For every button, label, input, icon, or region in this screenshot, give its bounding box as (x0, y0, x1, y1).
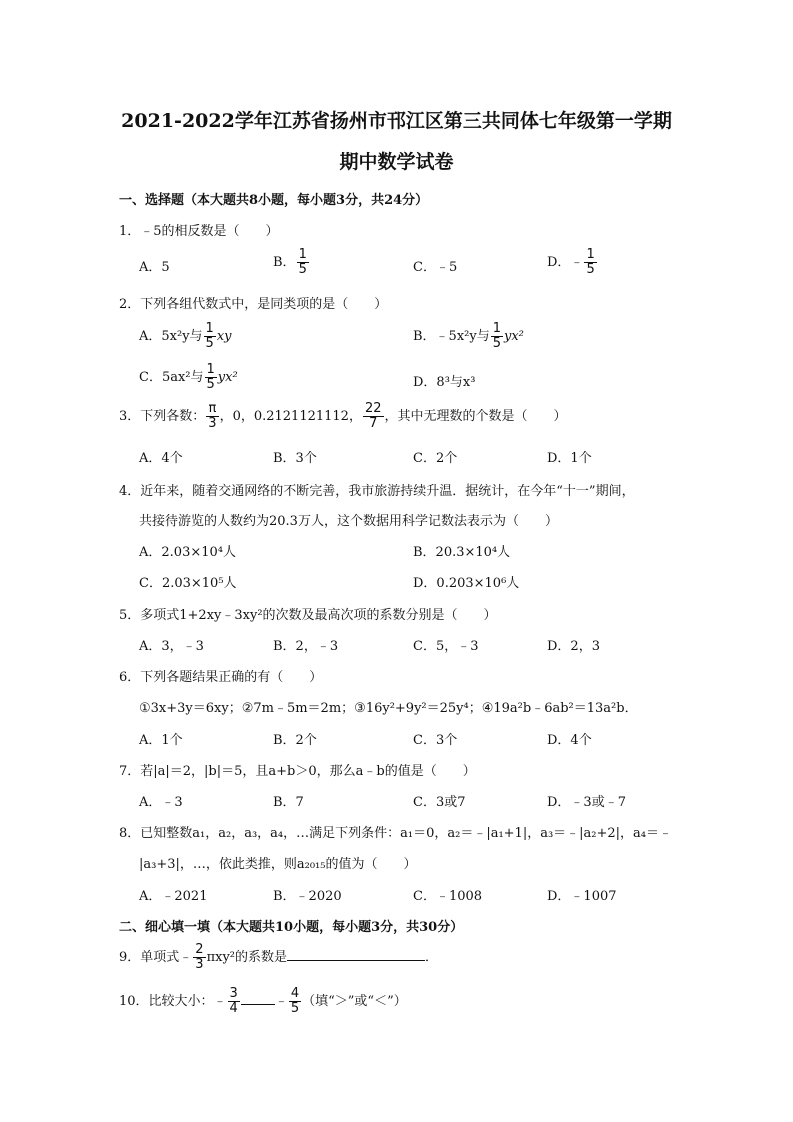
q9-answer-blank[interactable] (287, 948, 425, 961)
q7-option-a: A．﹣3 (139, 795, 183, 810)
q2-option-d: D．8³与x³ (413, 375, 476, 390)
section-2-heading: 二、细心填一填（本大题共10小题，每小题3分，共30分） (119, 920, 464, 935)
q1-option-b: B． $\frac{1}{5}$ (273, 247, 307, 277)
q8-stem-line2: |a₃+3|，…，依此类推，则a₂₀₁₅的值为（ ） (139, 857, 417, 872)
q6-option-d: D．4个 (547, 733, 592, 748)
q3-option-c: C．2个 (413, 451, 458, 466)
q4-stem-line2: 共接待游览的人数约为20.3万人，这个数据用科学记数法表示为（ ） (139, 514, 558, 529)
q8-option-b: B．﹣2020 (273, 889, 342, 904)
q6-option-b: B．2个 (273, 733, 317, 748)
exam-title-line2: 期中数学试卷 (339, 151, 454, 173)
q8-option-c: C．﹣1008 (413, 889, 483, 904)
section-1-heading: 一、选择题（本大题共8小题，每小题3分，共24分） (119, 193, 429, 208)
q6-items: ①3x+3y＝6xy；②7m﹣5m＝2m；③16y²+9y²＝25y⁴；④19a²b﹣6ab²＝13a²b． (139, 701, 638, 716)
q1-option-c: C．﹣5 (413, 260, 458, 275)
q10-stem: 10．比较大小：﹣ $\frac{3}{4}$ ﹣ $\frac{4}{5}$ （填“＞”或“＜”） (119, 986, 407, 1016)
q5-option-a: A．3，﹣3 (139, 639, 204, 654)
q4-stem-line1: 4．近年来，随着交通网络的不断完善，我市旅游持续升温．据统计，在今年“十一”期间， (119, 484, 635, 499)
q2-option-c: C．5ax²与 $\frac{1}{5}$ yx² (139, 362, 238, 392)
q3-stem: 3．下列各数： $\frac{\pi}{3}$ ，0，0.2121121112， $\frac{22}{7}$ ，其中无理数的个数是（ ） (119, 401, 567, 431)
q6-option-c: C．3个 (413, 733, 458, 748)
q3-option-b: B．3个 (273, 451, 317, 466)
q4-option-d: D．0.203×10⁶人 (413, 576, 520, 591)
q7-stem: 7．若|a|＝2，|b|＝5，且a+b＞0，那么a﹣b的值是（ ） (119, 764, 476, 779)
q8-stem-line1: 8．已知整数a₁，a₂，a₃，a₄，…满足下列条件：a₁＝0，a₂＝﹣|a₁+1|，a₃＝﹣|a₂+2|，a₄＝﹣ (119, 826, 673, 841)
q3-option-d: D．1个 (547, 451, 592, 466)
q5-option-c: C．5，﹣3 (413, 639, 479, 654)
q4-option-a: A．2.03×10⁴人 (139, 545, 236, 560)
q4-option-c: C．2.03×10⁵人 (139, 576, 237, 591)
q2-stem: 2．下列各组代数式中，是同类项的是（ ） (119, 297, 388, 312)
q6-option-a: A．1个 (139, 733, 183, 748)
q6-stem: 6．下列各题结果正确的有（ ） (119, 670, 323, 685)
q2-option-a: A．5x²y与 $\frac{1}{5}$ xy (139, 321, 232, 351)
exam-title-line1: 2021-2022学年江苏省扬州市邗江区第三共同体七年级第一学期 (121, 110, 672, 132)
q8-option-a: A．﹣2021 (139, 889, 208, 904)
q9-stem: 9．单项式﹣ $\frac{2}{3}$ πxy²的系数是 ． (119, 942, 439, 972)
q7-option-c: C．3或7 (413, 795, 466, 810)
q7-option-d: D．﹣3或﹣7 (547, 795, 626, 810)
q1-stem: 1．﹣5的相反数是（ ） (119, 224, 279, 239)
q1-option-a: A．5 (139, 260, 170, 275)
q4-option-b: B．20.3×10⁴人 (413, 545, 511, 560)
q7-option-b: B．7 (273, 795, 304, 810)
q5-option-b: B．2，﹣3 (273, 639, 339, 654)
q1-option-d: D．﹣ $\frac{1}{5}$ (547, 247, 595, 277)
q5-stem: 5．多项式1+2xy﹣3xy²的次数及最高次项的系数分别是（ ） (119, 608, 497, 623)
q10-answer-blank[interactable] (241, 992, 275, 1005)
q3-option-a: A．4个 (139, 451, 183, 466)
q2-option-b: B．﹣5x²y与 $\frac{1}{5}$ yx² (413, 321, 524, 351)
q8-option-d: D．﹣1007 (547, 889, 617, 904)
q5-option-d: D．2，3 (547, 639, 600, 654)
